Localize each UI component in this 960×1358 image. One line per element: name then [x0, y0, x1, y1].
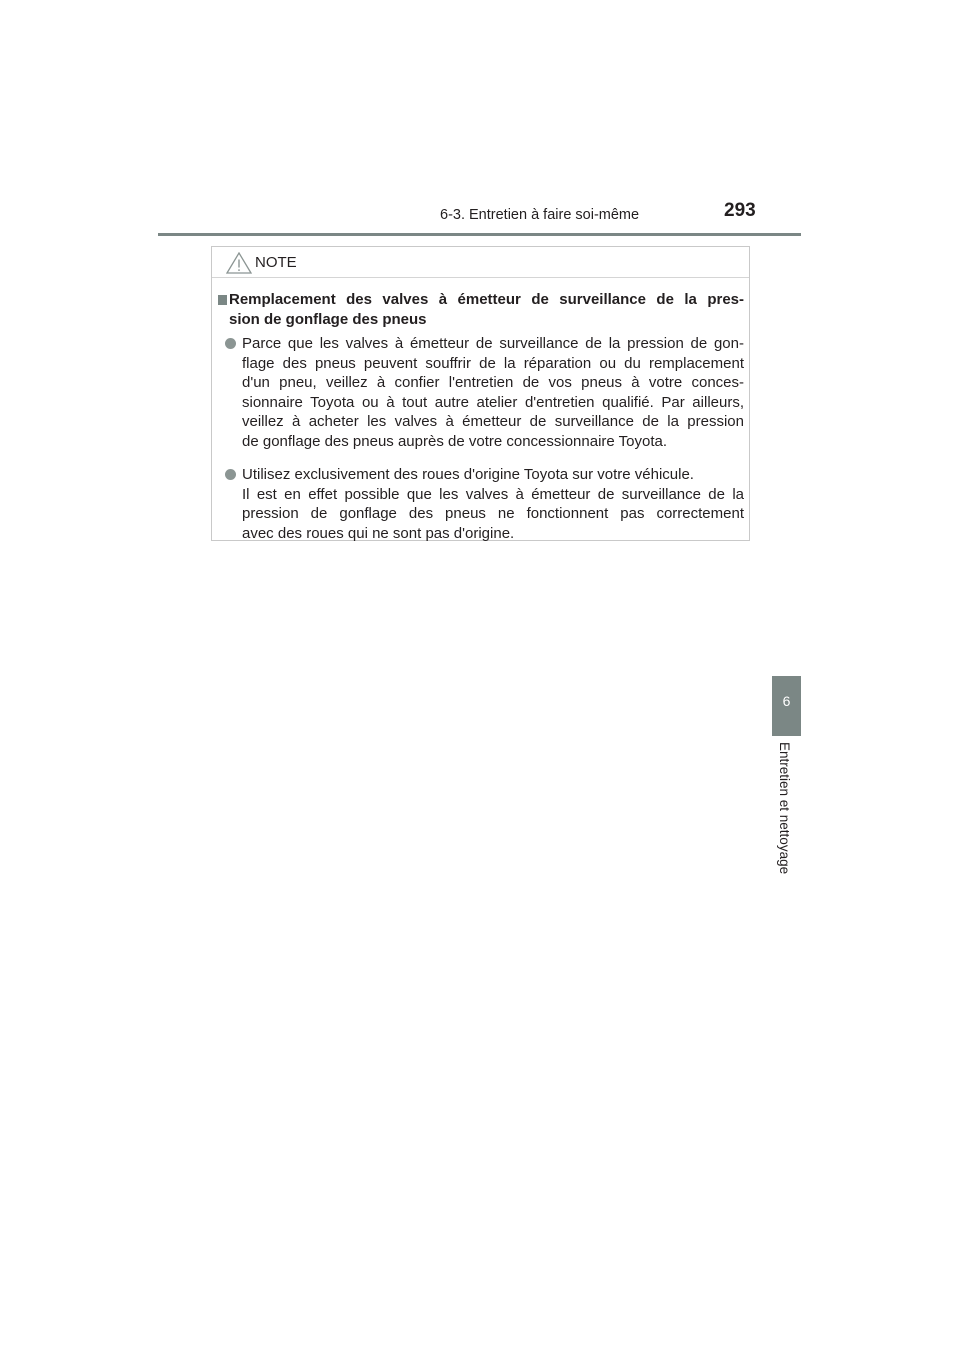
chapter-number: 6 — [782, 693, 791, 709]
item-line: d'un pneu, veillez à confier l'entretien de vos pneus à votre conces- — [242, 374, 744, 391]
page-number: 293 — [724, 200, 756, 221]
header-divider — [158, 233, 801, 236]
note-title: NOTE — [255, 254, 297, 271]
item-line: veillez à acheter les valves à émetteur de surveillance de la pression — [242, 413, 744, 430]
section-title: 6-3. Entretien à faire soi-même — [440, 207, 640, 223]
item-line: avec des roues qui ne sont pas d'origine. — [242, 524, 515, 542]
item-line: flage des pneus peuvent souffrir de la réparation ou du remplacement — [242, 354, 744, 372]
square-bullet-icon — [218, 295, 227, 305]
chapter-tab — [772, 676, 801, 736]
heading-line: sion de gonflage des pneus — [229, 310, 427, 328]
note-list-item — [225, 465, 744, 543]
warning-triangle-icon — [226, 252, 252, 274]
item-line: Il est en effet possible que les valves à émetteur de surveillance de la — [242, 485, 744, 503]
item-line: pression de gonflage des pneus ne fonctionnent pas correctement — [242, 505, 744, 522]
circle-bullet-icon — [225, 338, 236, 349]
note-heading — [218, 290, 744, 329]
heading-line: Remplacement des valves à émetteur de surveillance de la pres- — [229, 291, 744, 308]
item-line: Parce que les valves à émetteur de surveillance de la pression de gon- — [242, 335, 744, 352]
chapter-title: Entretien et nettoyage — [777, 742, 792, 875]
item-line: sionnaire Toyota ou à tout autre atelier d'entretien qualifié. Par ailleurs, — [242, 393, 744, 411]
note-header — [212, 247, 749, 278]
note-box — [211, 246, 750, 541]
circle-bullet-icon — [225, 469, 236, 480]
item-line: de gonflage des pneus auprès de votre concessionnaire Toyota. — [242, 432, 668, 450]
item-line: Utilisez exclusivement des roues d'origine Toyota sur votre véhicule. — [242, 466, 694, 483]
note-list-item — [225, 334, 744, 451]
